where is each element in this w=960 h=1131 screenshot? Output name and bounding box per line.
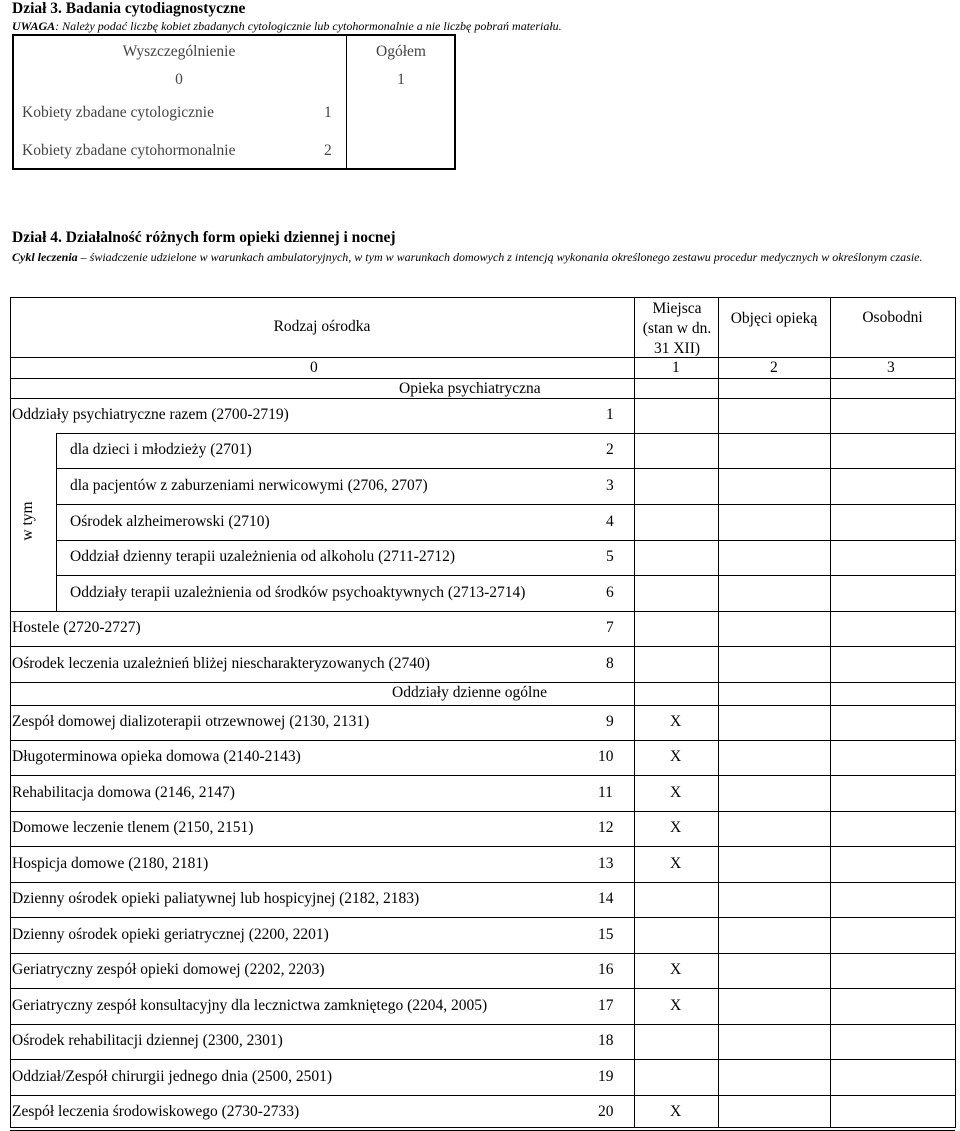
table-row-number: 18 xyxy=(598,1032,614,1049)
col-number-1: 1 xyxy=(397,71,405,88)
table-row-number: 8 xyxy=(606,655,614,672)
table-row-label: Hostele (2720-2727) xyxy=(12,619,141,636)
x-mark: X xyxy=(670,855,682,872)
table-row-label: Hospicja domowe (2180, 2181) xyxy=(12,855,209,872)
table-row-number: 5 xyxy=(606,548,614,565)
table-row-label: Geriatryczny zespół konsultacyjny dla lecznictwa zamkniętego (2204, 2005) xyxy=(12,997,488,1014)
table-row-number: 2 xyxy=(606,441,614,458)
note-label: UWAGA xyxy=(12,19,56,33)
table-row-label: dla dzieci i młodzieży (2701) xyxy=(70,441,252,458)
note-text: : Należy podać liczbę kobiet zbadanych cytologicznie lub cytohormonalnie a nie liczbę pobrań materiału. xyxy=(55,19,562,33)
col-number-1: 1 xyxy=(672,359,680,376)
table-row-number: 1 xyxy=(606,406,614,423)
table-row-label: Geriatryczny zespół opieki domowej (2202, 2203) xyxy=(12,961,325,978)
table-row-label: Zespół leczenia środowiskowego (2730-2733) xyxy=(12,1103,300,1120)
table-row-number: 7 xyxy=(606,619,614,636)
table-row-number: 11 xyxy=(598,784,613,801)
table-row-label: Długoterminowa opieka domowa (2140-2143) xyxy=(12,748,301,765)
x-mark: X xyxy=(670,784,682,801)
table-row-number: 9 xyxy=(606,713,614,730)
table-row-label: Domowe leczenie tlenem (2150, 2151) xyxy=(12,819,254,836)
x-mark: X xyxy=(670,748,682,765)
table-row-number: 17 xyxy=(598,997,614,1014)
table-row-label: Oddział dzienny terapii uzależnienia od alkoholu (2711-2712) xyxy=(70,548,456,565)
col-header-cared: Objęci opieką xyxy=(730,310,818,327)
section4-title: Dział 4. Działalność różnych form opieki dziennej i nocnej xyxy=(12,229,396,246)
x-mark: X xyxy=(670,713,682,730)
table-row-number: 15 xyxy=(598,926,614,943)
table-row-number: 20 xyxy=(598,1103,614,1120)
table-row-number: 4 xyxy=(606,513,614,530)
table-row-label: Oddziały psychiatryczne razem (2700-2719) xyxy=(12,406,289,423)
table-row-number: 16 xyxy=(598,961,614,978)
col-number-2: 2 xyxy=(770,359,778,376)
table-row-label: Kobiety zbadane cytologicznie xyxy=(22,104,214,121)
table-row-label: Dzienny ośrodek opieki paliatywnej lub hospicyjnej (2182, 2183) xyxy=(12,890,420,907)
x-mark: X xyxy=(670,997,682,1014)
group-label-psychiatric: Opieka psychiatryczna xyxy=(399,380,541,397)
col-header-persondays: Osobodni xyxy=(862,309,923,326)
table-row-number: 12 xyxy=(598,819,614,836)
col-number-0: 0 xyxy=(175,71,183,88)
col-number-3: 3 xyxy=(887,359,895,376)
table-row-label: Zespół domowej dializoterapii otrzewnowej (2130, 2131) xyxy=(12,713,370,730)
table-row-number: 10 xyxy=(598,748,614,765)
note-text: – świadczenie udzielone w warunkach ambulatoryjnych, w tym w warunkach domowych z intencją wykonania określonego zestawu procedur medycznych w określonym czasie. xyxy=(77,250,923,264)
table-row-label: Ośrodek rehabilitacji dziennej (2300, 2301) xyxy=(12,1032,283,1049)
table-row-label: Oddziały terapii uzależnienia od środków psychoaktywnych (2713-2714) xyxy=(70,584,526,601)
col-header-total: Ogółem xyxy=(376,43,426,60)
table-row-number: 14 xyxy=(598,890,614,907)
table-row-label: Ośrodek leczenia uzależnień bliżej niescharakteryzowanych (2740) xyxy=(12,655,430,672)
table-row-label: Oddział/Zespół chirurgii jednego dnia (2500, 2501) xyxy=(12,1068,332,1085)
table-row-label: Dzienny ośrodek opieki geriatrycznej (2200, 2201) xyxy=(12,926,329,943)
table-row-number: 19 xyxy=(598,1068,614,1085)
col-header-places: Miejsca (stan w dn. 31 XII) xyxy=(642,300,712,357)
col-header-type: Rodzaj ośrodka xyxy=(273,318,371,335)
table-row-label: Rehabilitacja domowa (2146, 2147) xyxy=(12,784,235,801)
col-header-description: Wyszczególnienie xyxy=(122,43,236,60)
section4-note xyxy=(12,249,952,265)
group-label-day-wards: Oddziały dzienne ogólne xyxy=(392,684,547,701)
x-mark: X xyxy=(670,961,682,978)
table-row-number: 3 xyxy=(606,477,614,494)
section3-note xyxy=(12,18,562,34)
w-tym-label: w tym xyxy=(19,501,36,541)
table-row-number: 6 xyxy=(606,584,614,601)
section3-title: Dział 3. Badania cytodiagnostyczne xyxy=(12,0,246,17)
table-row-label: dla pacjentów z zaburzeniami nerwicowymi (2706, 2707) xyxy=(70,477,428,494)
x-mark: X xyxy=(670,819,682,836)
note-bold: Cykl leczenia xyxy=(12,250,78,264)
x-mark: X xyxy=(670,1103,682,1120)
table-row-number: 13 xyxy=(598,855,614,872)
table-row-number: 1 xyxy=(324,104,332,121)
table-row-label: Ośrodek alzheimerowski (2710) xyxy=(70,513,270,530)
table-row-number: 2 xyxy=(324,142,332,159)
table-row-label: Kobiety zbadane cytohormonalnie xyxy=(22,142,236,159)
col-number-0: 0 xyxy=(310,359,318,376)
